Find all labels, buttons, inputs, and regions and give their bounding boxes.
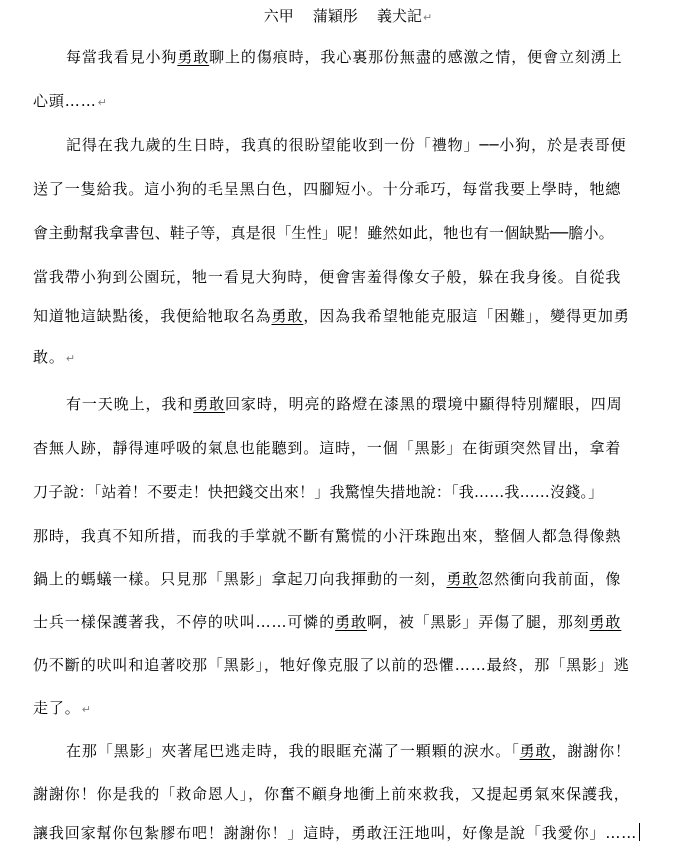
p3-line-6: 士兵一樣保護著我，不停的吠叫……可憐的勇敢啊，被「黑影」弄傷了腿，那刻勇敢 bbox=[33, 613, 622, 631]
p3-line-4: 那時，我真不知所措，而我的手掌就不斷有驚慌的小汗珠跑出來，整個人都急得像熱 bbox=[33, 527, 622, 545]
p4-line-2: 謝謝你！你是我的「救命恩人」，你奮不顧身地衝上前來救我，又提起勇氣來保護我， bbox=[33, 785, 630, 803]
p3-line-1: 有一天晚上，我和勇敢回家時，明亮的路燈在漆黑的環境中顯得特別耀眼，四周 bbox=[66, 395, 623, 413]
title-name: 義犬記 bbox=[376, 7, 422, 25]
dog-name-underlined: 勇敢 bbox=[589, 613, 622, 631]
dog-name-underlined: 勇敢 bbox=[271, 307, 304, 325]
p3-line-5: 鍋上的螞蟻一樣。只見那「黑影」拿起刀向我揮動的一刻，勇敢忽然衝向我前面，像 bbox=[33, 570, 622, 588]
p3-line-7: 仍不斷的吠叫和追著咬那「黑影」，牠好像克服了以前的恐懼……最終，那「黑影」逃 bbox=[33, 656, 630, 674]
title-class: 六甲 bbox=[263, 7, 294, 25]
p4-line-3: 讓我回家幫你包紮膠布吧！謝謝你！」這時，勇敢汪汪地叫，好像是說「我愛你」…… bbox=[33, 822, 663, 844]
p3-line-8: 走了。↵ bbox=[33, 699, 92, 717]
title-author: 蒲穎彤 bbox=[312, 7, 358, 25]
p2-line-3: 會主動幫我拿書包、鞋子等，真是很「生性」呢！雖然如此，牠也有一個缺點──膽小。 bbox=[33, 224, 614, 242]
dog-name-underlined: 勇敢 bbox=[446, 570, 479, 588]
p2-line-6: 敢。↵ bbox=[33, 348, 76, 366]
paragraph-mark-icon: ↵ bbox=[81, 703, 92, 716]
paragraph-mark-icon: ↵ bbox=[422, 11, 433, 24]
p1-line-2: 心頭……↵ bbox=[33, 92, 108, 110]
p2-line-4: 當我帶小狗到公園玩，牠一看見大狗時，便會害羞得像女子般，躲在我身後。自從我 bbox=[33, 268, 622, 286]
p3-line-3: 刀子說：「站着！不要走！快把錢交出來！」我驚惶失措地說：「我……我……沒錢。」 bbox=[33, 483, 604, 501]
p2-line-5: 知道牠這缺點後，我便給牠取名為勇敢，因為我希望牠能克服這「困難」，變得更加勇 bbox=[33, 307, 630, 325]
paragraph-mark-icon: ↵ bbox=[97, 96, 108, 109]
paragraph-mark-icon: ↵ bbox=[65, 352, 76, 365]
dog-name-underlined: 勇敢 bbox=[519, 742, 552, 760]
dog-name-underlined: 勇敢 bbox=[177, 48, 210, 66]
page-title bbox=[0, 6, 696, 28]
p4-line-1: 在那「黑影」夾著尾巴逃走時，我的眼眶充滿了一顆顆的淚水。「勇敢，謝謝你！ bbox=[66, 742, 631, 760]
text-cursor bbox=[639, 823, 640, 841]
p3-line-2: 杳無人跡，靜得連呼吸的氣息也能聽到。這時，一個「黑影」在街頭突然冒出，拿着 bbox=[33, 439, 622, 457]
p1-line-1: 每當我看見小狗勇敢聊上的傷痕時，我心裏那份無盡的感激之情，便會立刻湧上 bbox=[66, 48, 623, 66]
dog-name-underlined: 勇敢 bbox=[335, 613, 367, 631]
p2-line-2: 送了一隻給我。這小狗的毛呈黑白色，四腳短小。十分乖巧，每當我要上學時，牠總 bbox=[33, 180, 622, 198]
p2-line-1: 記得在我九歲的生日時，我真的很盼望能收到一份「禮物」──小狗，於是表哥便 bbox=[66, 136, 627, 154]
dog-name-underlined: 勇敢 bbox=[193, 395, 226, 413]
